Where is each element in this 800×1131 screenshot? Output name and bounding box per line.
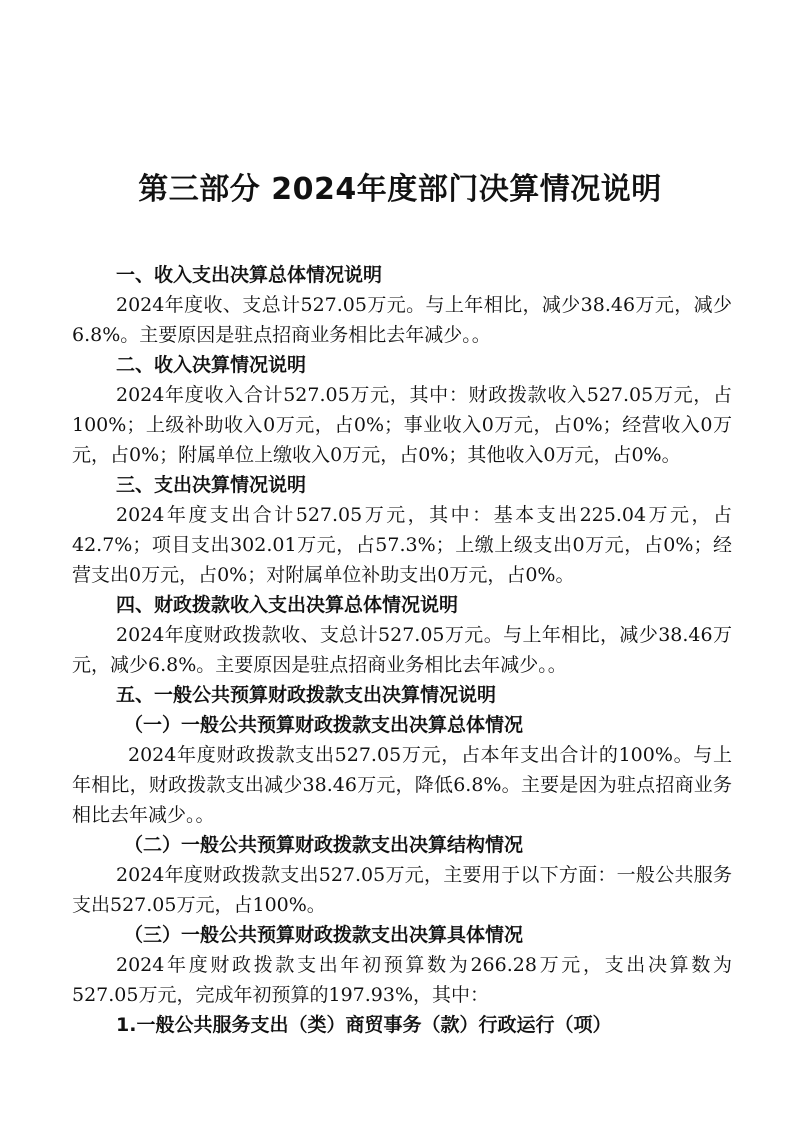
subsection-paragraph-structure: 2024年度财政拨款支出527.05万元，主要用于以下方面：一般公共服务支出527.05万元，占100%。 [72,864,732,916]
subsection-heading-overall: （一）一般公共预算财政拨款支出决算总体情况 [124,714,524,736]
section-paragraph-income-expenditure-overview: 2024年度收、支总计527.05万元。与上年相比，减少38.46万元，减少6.8%。主要原因是驻点招商业务相比去年减少。。 [72,294,732,346]
subsection-heading-details: （三）一般公共预算财政拨款支出决算具体情况 [124,924,524,946]
subsection-paragraph-details: 2024年度财政拨款支出年初预算数为266.28万元，支出决算数为527.05万元，完成年初预算的197.93%，其中： [72,954,732,1006]
page-title: 第三部分 2024年度部门决算情况说明 [138,172,662,207]
section-heading-income: 二、收入决算情况说明 [116,354,307,376]
section-paragraph-income: 2024年度收入合计527.05万元，其中：财政拨款收入527.05万元，占100%；上级补助收入0万元，占0%；事业收入0万元，占0%；经营收入0万元，占0%；附属单位上缴收入0万元，占0%；其他收入0万元，占0%。 [72,384,732,466]
subsection-paragraph-overall: 2024年度财政拨款支出527.05万元，占本年支出合计的100%。与上年相比，财政拨款支出减少38.46万元，降低6.8%。主要是因为驻点招商业务相比去年减少。。 [72,744,732,826]
item-heading-administrative-operation: 1.一般公共服务支出（类）商贸事务（款）行政运行（项） [116,1014,612,1036]
section-heading-expenditure: 三、支出决算情况说明 [116,474,307,496]
section-heading-income-expenditure-overview: 一、收入支出决算总体情况说明 [116,264,383,286]
document-body [72,260,732,1040]
section-heading-fiscal-appropriation-overview: 四、财政拨款收入支出决算总体情况说明 [116,594,459,616]
section-heading-general-public-budget: 五、一般公共预算财政拨款支出决算情况说明 [116,684,497,706]
section-paragraph-expenditure: 2024年度支出合计527.05万元，其中：基本支出225.04万元，占42.7%；项目支出302.01万元，占57.3%；上缴上级支出0万元，占0%；经营支出0万元，占0%；对附属单位补助支出0万元，占0%。 [72,504,732,586]
subsection-heading-structure: （二）一般公共预算财政拨款支出决算结构情况 [124,834,524,856]
section-paragraph-fiscal-appropriation-overview: 2024年度财政拨款收、支总计527.05万元。与上年相比，减少38.46万元，减少6.8%。主要原因是驻点招商业务相比去年减少。。 [72,624,732,676]
